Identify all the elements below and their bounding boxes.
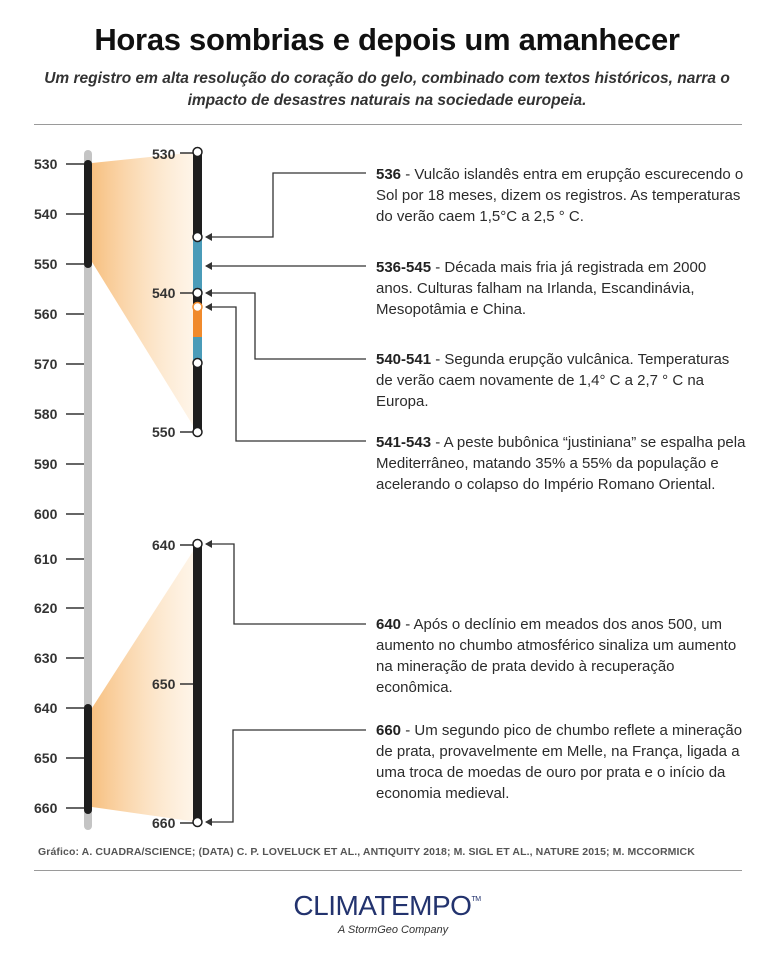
annotation-536-year: 536	[376, 166, 402, 183]
brand-tagline: A StormGeo Company	[337, 924, 449, 936]
marker-541	[193, 303, 202, 312]
annotation-660-year: 660	[376, 722, 402, 739]
left-tick-640: 640	[34, 700, 58, 716]
left-tick-570: 570	[34, 356, 58, 372]
left-tick-580: 580	[34, 406, 58, 422]
annotation-640-text: - Após o declínio em meados dos anos 500, um aumento no chumbo atmosférico sinaliza um aumento na mineração de prata devido à recuperação econômica.	[376, 616, 737, 696]
upper-zoom-fan	[92, 152, 197, 432]
left-tick-630: 630	[34, 650, 58, 666]
left-axis-ticks	[34, 156, 84, 816]
marker-550	[193, 428, 202, 437]
annotation-660	[376, 720, 746, 804]
left-tick-650: 650	[34, 750, 58, 766]
annotation-536-545	[376, 257, 746, 320]
lower-tick-650: 650	[152, 676, 176, 692]
brand-name: CLIMATEMPO	[293, 890, 472, 921]
annotation-541-543	[376, 432, 746, 495]
annotation-540-541	[376, 349, 746, 412]
upper-tick-550: 550	[152, 424, 176, 440]
left-axis-highlight-upper	[84, 160, 92, 268]
left-tick-600: 600	[34, 506, 58, 522]
page-subtitle: Um registro em alta resolução do coração do gelo, combinado com textos históricos, narra o impacto de desastres naturais na sociedade europeia.	[44, 70, 730, 109]
annotation-541-543-year: 541-543	[376, 434, 432, 451]
marker-545	[193, 359, 202, 368]
leader-660	[206, 730, 366, 822]
annotation-640-year: 640	[376, 616, 402, 633]
lower-tick-640: 640	[152, 537, 176, 553]
annotation-536-text: - Vulcão islandês entra em erupção escurecendo o Sol por 18 meses, dizem os registros. As temperaturas do verão caem 1,5°C a 2,5 ° C.	[376, 166, 744, 225]
annotation-660-text: - Um segundo pico de chumbo reflete a mineração de prata, provavelmente em Melle, na França, ligada a uma troca de moedas de ouro por prata e o início da economia medieval.	[376, 722, 743, 802]
leader-540-541	[206, 293, 366, 359]
annotation-536-545-year: 536-545	[376, 259, 432, 276]
marker-640	[193, 540, 202, 549]
marker-660	[193, 818, 202, 827]
leader-536	[206, 173, 366, 237]
annotation-536-545-text: - Década mais fria já registrada em 2000 anos. Culturas falham na Irlanda, Escandinávia, Mesopotâmia e China.	[376, 259, 707, 318]
left-tick-610: 610	[34, 551, 58, 567]
leader-640	[206, 544, 366, 624]
marker-540	[193, 289, 202, 298]
annotation-536	[376, 164, 746, 227]
brand-logo	[0, 890, 774, 922]
leader-lines	[206, 173, 366, 822]
page-title: Horas sombrias e depois um amanhecer	[94, 22, 680, 57]
left-tick-660: 660	[34, 800, 58, 816]
leader-541-543	[206, 307, 366, 441]
left-tick-550: 550	[34, 256, 58, 272]
marker-530	[193, 148, 202, 157]
marker-536	[193, 233, 202, 242]
source-credit: Gráfico: A. CUADRA/SCIENCE; (DATA) C. P. LOVELUCK ET AL., ANTIQUITY 2018; M. SIGL ET AL., NATURE 2015; M. MCCORMICK	[38, 846, 695, 858]
left-tick-620: 620	[34, 600, 58, 616]
left-axis-highlight-lower	[84, 704, 92, 814]
upper-tick-530: 530	[152, 146, 176, 162]
annotation-540-541-text: - Segunda erupção vulcânica. Temperaturas de verão caem novamente de 1,4° C a 2,7 ° C na Europa.	[376, 351, 730, 410]
annotation-541-543-text: - A peste bubônica “justiniana” se espalha pela Mediterrâneo, matando 35% a 55% da população e acelerando o colapso do Império Romano Oriental.	[376, 434, 746, 493]
left-tick-590: 590	[34, 456, 58, 472]
left-tick-560: 560	[34, 306, 58, 322]
left-tick-540: 540	[34, 206, 58, 222]
bottom-divider	[34, 870, 742, 871]
left-tick-530: 530	[34, 156, 58, 172]
leader-arrowheads	[205, 233, 212, 826]
trademark-mark: TM	[471, 896, 481, 903]
upper-tick-540: 540	[152, 285, 176, 301]
annotation-540-541-year: 540-541	[376, 351, 432, 368]
cold-decade-segment	[193, 237, 202, 293]
annotation-640	[376, 614, 746, 698]
lower-tick-660: 660	[152, 815, 176, 831]
